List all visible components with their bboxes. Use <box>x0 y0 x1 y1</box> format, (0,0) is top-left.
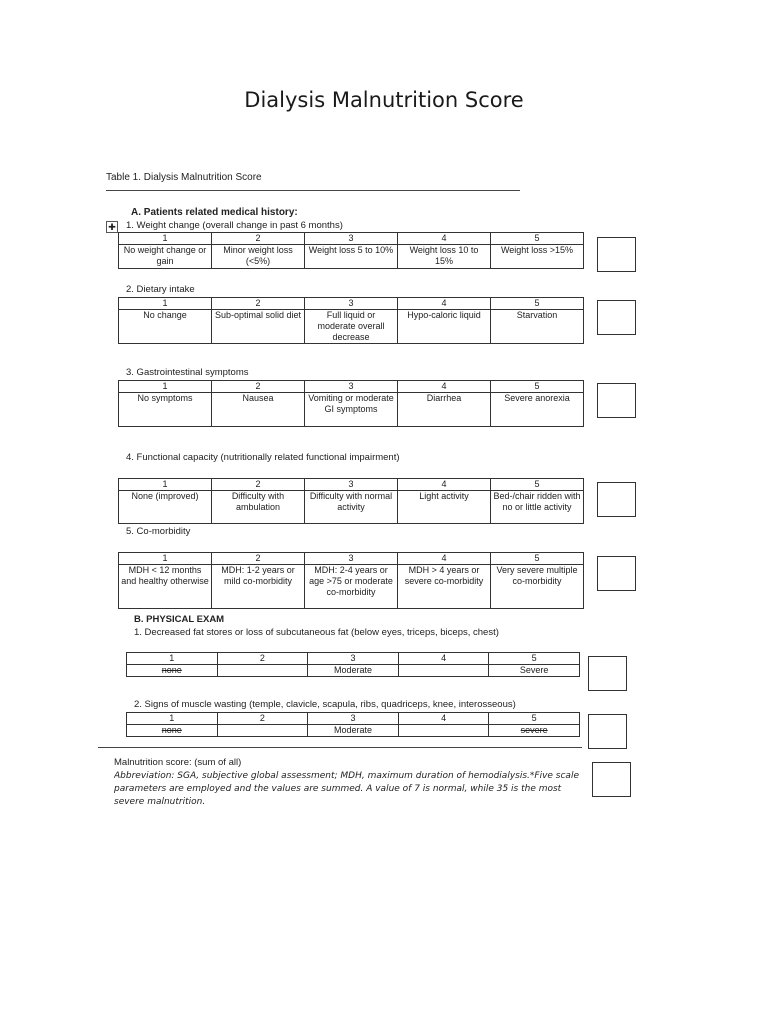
table-header: 5 <box>491 553 584 565</box>
table-header: 5 <box>491 233 584 245</box>
table-cell: Severe <box>489 665 580 677</box>
item-label: 4. Functional capacity (nutritionally related functional impairment) <box>126 452 400 463</box>
table-header: 2 <box>212 479 305 491</box>
table-header: 3 <box>305 553 398 565</box>
table-cell: Nausea <box>212 393 305 427</box>
table-cell <box>398 665 489 677</box>
item-label: 1. Weight change (overall change in past 6 months) <box>126 220 343 231</box>
score-box-fat-stores[interactable] <box>588 656 627 691</box>
table-header: 3 <box>308 713 399 725</box>
score-box-gi-symptoms[interactable] <box>597 383 636 418</box>
table-caption: Table 1. Dialysis Malnutrition Score <box>106 172 262 183</box>
table-cell: Difficulty with ambulation <box>212 491 305 524</box>
table-header: 2 <box>217 713 308 725</box>
score-table-functional-capacity <box>118 478 584 524</box>
table-header: 1 <box>127 653 218 665</box>
table-header: 3 <box>305 298 398 310</box>
table-header: 1 <box>119 381 212 393</box>
table-cell: MDH > 4 years or severe co-morbidity <box>398 565 491 609</box>
table-cell: Sub-optimal solid diet <box>212 310 305 344</box>
table-header: 5 <box>491 298 584 310</box>
table-header: 2 <box>212 298 305 310</box>
item-label: 5. Co-morbidity <box>126 526 191 537</box>
table-cell: MDH: 2-4 years or age >75 or moderate co-morbidity <box>305 565 398 609</box>
table-header: 4 <box>398 553 491 565</box>
score-box-comorbidity[interactable] <box>597 556 636 591</box>
table-cell: none <box>127 665 218 677</box>
caption-divider <box>106 190 520 191</box>
score-table-muscle-wasting <box>126 712 580 737</box>
item-label: 1. Decreased fat stores or loss of subcutaneous fat (below eyes, triceps, biceps, chest) <box>134 627 499 638</box>
table-header: 1 <box>127 713 218 725</box>
item-label: 2. Signs of muscle wasting (temple, clavicle, scapula, ribs, quadriceps, knee, interosseous) <box>134 699 516 710</box>
table-header: 1 <box>119 233 212 245</box>
table-cell: Full liquid or moderate overall decrease <box>305 310 398 344</box>
table-cell: Weight loss >15% <box>491 245 584 269</box>
score-table-fat-stores <box>126 652 580 677</box>
table-header: 1 <box>119 479 212 491</box>
table-header: 2 <box>212 381 305 393</box>
table-cell: Starvation <box>491 310 584 344</box>
item-label: 3. Gastrointestinal symptoms <box>126 367 249 378</box>
table-header: 4 <box>398 713 489 725</box>
section-a-heading: A. Patients related medical history: <box>131 207 298 218</box>
table-cell: No symptoms <box>119 393 212 427</box>
table-header: 5 <box>491 479 584 491</box>
table-header: 2 <box>212 553 305 565</box>
table-cell: Minor weight loss (<5%) <box>212 245 305 269</box>
table-cell: Light activity <box>398 491 491 524</box>
table-header: 4 <box>398 298 491 310</box>
score-label: Malnutrition score: (sum of all) <box>114 757 242 768</box>
table-cell: Weight loss 10 to 15% <box>398 245 491 269</box>
table-header: 4 <box>398 381 491 393</box>
table-cell: MDH: 1-2 years or mild co-morbidity <box>212 565 305 609</box>
table-cell: Moderate <box>308 725 399 737</box>
score-box-functional-capacity[interactable] <box>597 482 636 517</box>
table-cell: none <box>127 725 218 737</box>
table-header: 5 <box>491 381 584 393</box>
move-handle-icon[interactable]: ✚ <box>106 221 118 233</box>
score-box-muscle-wasting[interactable] <box>588 714 627 749</box>
table-cell: Vomiting or moderate GI symptoms <box>305 393 398 427</box>
page-title: Dialysis Malnutrition Score <box>244 88 524 112</box>
table-header: 4 <box>398 479 491 491</box>
table-cell: No weight change or gain <box>119 245 212 269</box>
table-cell: Difficulty with normal activity <box>305 491 398 524</box>
table-cell: Moderate <box>308 665 399 677</box>
section-b-heading: B. PHYSICAL EXAM <box>134 614 225 625</box>
table-cell: No change <box>119 310 212 344</box>
table-cell: MDH < 12 months and healthy otherwise <box>119 565 212 609</box>
score-table-gi-symptoms <box>118 380 584 427</box>
table-header: 2 <box>212 233 305 245</box>
table-header: 2 <box>217 653 308 665</box>
table-header: 1 <box>119 298 212 310</box>
table-cell <box>217 725 308 737</box>
score-box-weight-change[interactable] <box>597 237 636 272</box>
table-header: 4 <box>398 233 491 245</box>
score-table-comorbidity <box>118 552 584 609</box>
table-cell: Hypo-caloric liquid <box>398 310 491 344</box>
table-cell <box>398 725 489 737</box>
table-cell: severe <box>489 725 580 737</box>
score-box-dietary-intake[interactable] <box>597 300 636 335</box>
table-header: 3 <box>305 381 398 393</box>
table-cell: Diarrhea <box>398 393 491 427</box>
table-header: 1 <box>119 553 212 565</box>
table-cell <box>217 665 308 677</box>
score-box-total[interactable] <box>592 762 631 797</box>
table-header: 3 <box>308 653 399 665</box>
score-table-weight-change <box>118 232 584 269</box>
table-cell: None (improved) <box>119 491 212 524</box>
table-header: 3 <box>305 233 398 245</box>
table-cell: Severe anorexia <box>491 393 584 427</box>
item-label: 2. Dietary intake <box>126 284 195 295</box>
table-header: 3 <box>305 479 398 491</box>
table-header: 5 <box>489 713 580 725</box>
table-cell: Bed-/chair ridden with no or little activity <box>491 491 584 524</box>
score-table-dietary-intake <box>118 297 584 344</box>
table-cell: Weight loss 5 to 10% <box>305 245 398 269</box>
table-header: 4 <box>398 653 489 665</box>
table-cell: Very severe multiple co-morbidity <box>491 565 584 609</box>
footer-divider <box>98 747 582 748</box>
table-header: 5 <box>489 653 580 665</box>
abbreviation-note: Abbreviation: SGA, subjective global assessment; MDH, maximum duration of hemodialysis.*Five scale parameters are employed and the values are summed. A value of 7 is normal, while 35 is the most severe malnutrition. <box>114 771 579 806</box>
